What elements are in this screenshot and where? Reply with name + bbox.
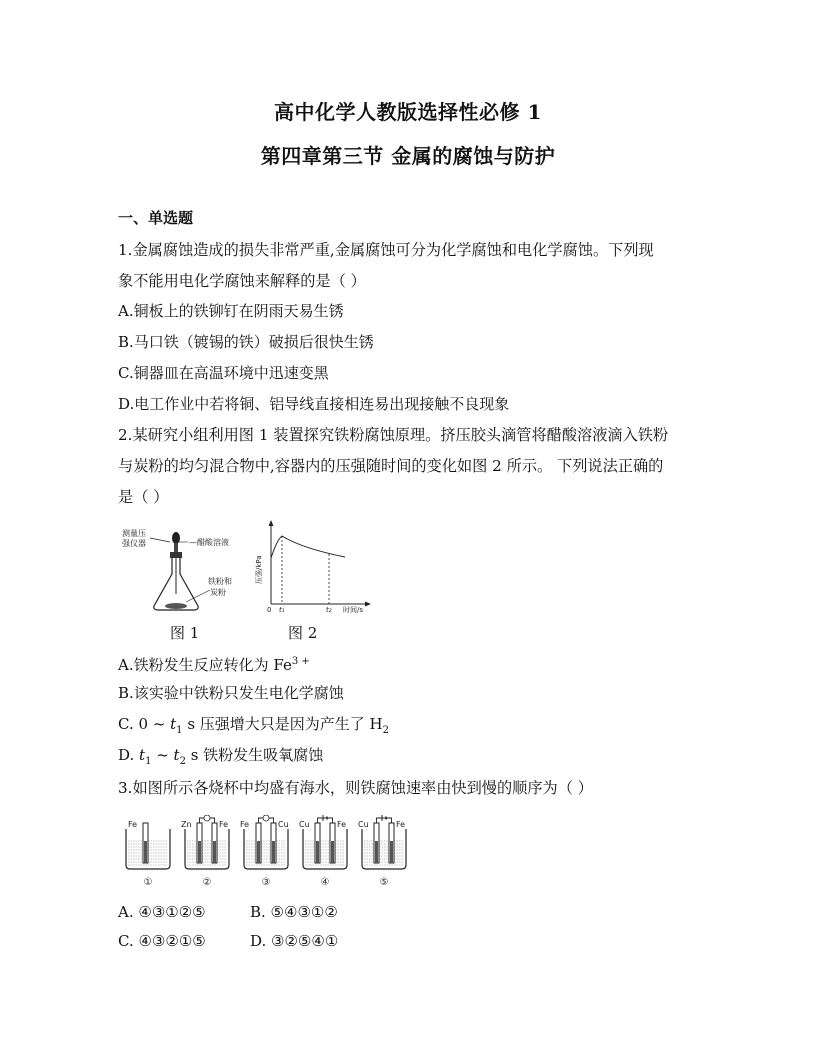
q2-stem-line2: 与炭粉的均匀混合物中,容器内的压强随时间的变化如图 2 所示。 下列说法正确的 [118,457,664,475]
beaker-3-left-label: Fe [240,820,250,829]
fig1-powder-label-line1: 铁粉和 [208,577,232,586]
beaker-5-right-label: Fe [396,820,406,829]
q3-option-a: A. ④③①②⑤ [118,903,206,921]
beaker-5-left-label: Cu [358,820,369,829]
q2-option-a [118,652,310,675]
q1-option-d: D.电工作业中若将铜、铝导线直接相连易出现接触不良现象 [118,395,510,413]
q2-option-a-charge: 3 + [291,656,310,667]
fig2-t2-label: t₂ [326,606,332,614]
beaker-4-number: ④ [320,877,330,888]
q3-stem: 3.如图所示各烧杯中均盛有海水，则铁腐蚀速率由快到慢的顺序为（ ） [118,779,593,797]
q2-option-d-t2: t [173,746,180,764]
beaker-3 [240,815,289,888]
beaker-1 [126,820,170,888]
fig1-dropper-label: —醋酸溶液 [189,538,229,547]
q2-option-c-prefix: C. 0 ~ [118,715,171,733]
figure-2-label: 图 2 [288,624,318,642]
fig1-device-label-line2: 强仪器 [122,539,146,548]
q3-option-d: D. ③②⑤④① [250,932,339,950]
q1-stem-line1: 1.金属腐蚀造成的损失非常严重,金属腐蚀可分为化学腐蚀和电化学腐蚀。下列现 [118,241,654,259]
q1-option-c: C.铜器皿在高温环境中迅速变黑 [118,364,329,382]
q1-option-b: B.马口铁（镀锡的铁）破损后很快生锈 [118,333,374,351]
beaker-4 [299,815,347,888]
q2-option-d-text: s 铁粉发生吸氧腐蚀 [185,746,324,764]
beaker-2-number: ② [202,877,212,888]
q3-option-c: C. ④③②①⑤ [118,932,206,950]
beaker-2-right-label: Fe [219,820,229,829]
beaker-3-right-label: Cu [278,820,289,829]
q2-stem-line3: 是（ ） [118,488,169,506]
fig2-t1-label: t₁ [279,606,285,614]
section-heading: 一、单选题 [118,209,194,227]
q1-option-a: A.铜板上的铁铆钉在阴雨天易生锈 [118,302,344,320]
q2-option-d-t2-sub: 2 [179,756,186,767]
q2-option-c-h2-sub: 2 [382,725,390,736]
beaker-2-left-label: Zn [181,820,192,829]
fig1-device-label-line1: 测量压 [122,529,146,538]
q3-option-b: B. ⑤④③①② [250,903,338,921]
q2-option-b: B.该实验中铁粉只发生电化学腐蚀 [118,684,344,702]
beaker-3-number: ③ [261,877,271,888]
q2-stem-line1: 2.某研究小组利用图 1 装置探究铁粉腐蚀原理。挤压胶头滴管将醋酸溶液滴入铁粉 [118,426,669,444]
fig2-origin-label: 0 [267,606,272,614]
chapter-title: 第四章第三节 金属的腐蚀与防护 [260,144,556,168]
q2-option-d [118,745,323,772]
figure-1-label: 图 1 [170,624,200,642]
beaker-1-number: ① [143,877,153,888]
fig2-y-axis-label: 压强/kPa [255,555,263,584]
beaker-4-left-label: Cu [299,820,310,829]
beaker-5 [358,815,406,888]
figure-2-pressure-chart [255,518,373,614]
q2-option-d-t1-sub: 1 [145,756,152,767]
beaker-1-left-label: Fe [128,820,138,829]
figure-1-apparatus [120,522,250,616]
beaker-4-right-label: Fe [337,820,347,829]
q2-option-a-text: A.铁粉发生反应转化为 Fe [118,656,292,674]
q2-option-d-tilde: ~ [151,746,174,764]
beaker-5-number: ⑤ [379,877,389,888]
fig2-x-axis-label: 时间/s [343,606,364,614]
q2-option-d-t1: t [139,746,146,764]
q2-option-c [118,714,389,741]
document-title: 高中化学人教版选择性必修 1 [274,100,542,124]
fig1-powder-label-line2: 炭粉 [210,588,226,597]
q2-option-c-text: s 压强增大只是因为产生了 H [182,715,383,733]
beaker-2 [181,815,229,888]
q2-option-c-t-sub: 1 [176,725,183,736]
q1-stem-line2: 象不能用电化学腐蚀来解释的是（ ） [118,272,366,290]
figure-3-beakers [120,815,420,891]
q2-option-d-prefix: D. [118,746,140,764]
q2-option-c-t: t [170,715,177,733]
